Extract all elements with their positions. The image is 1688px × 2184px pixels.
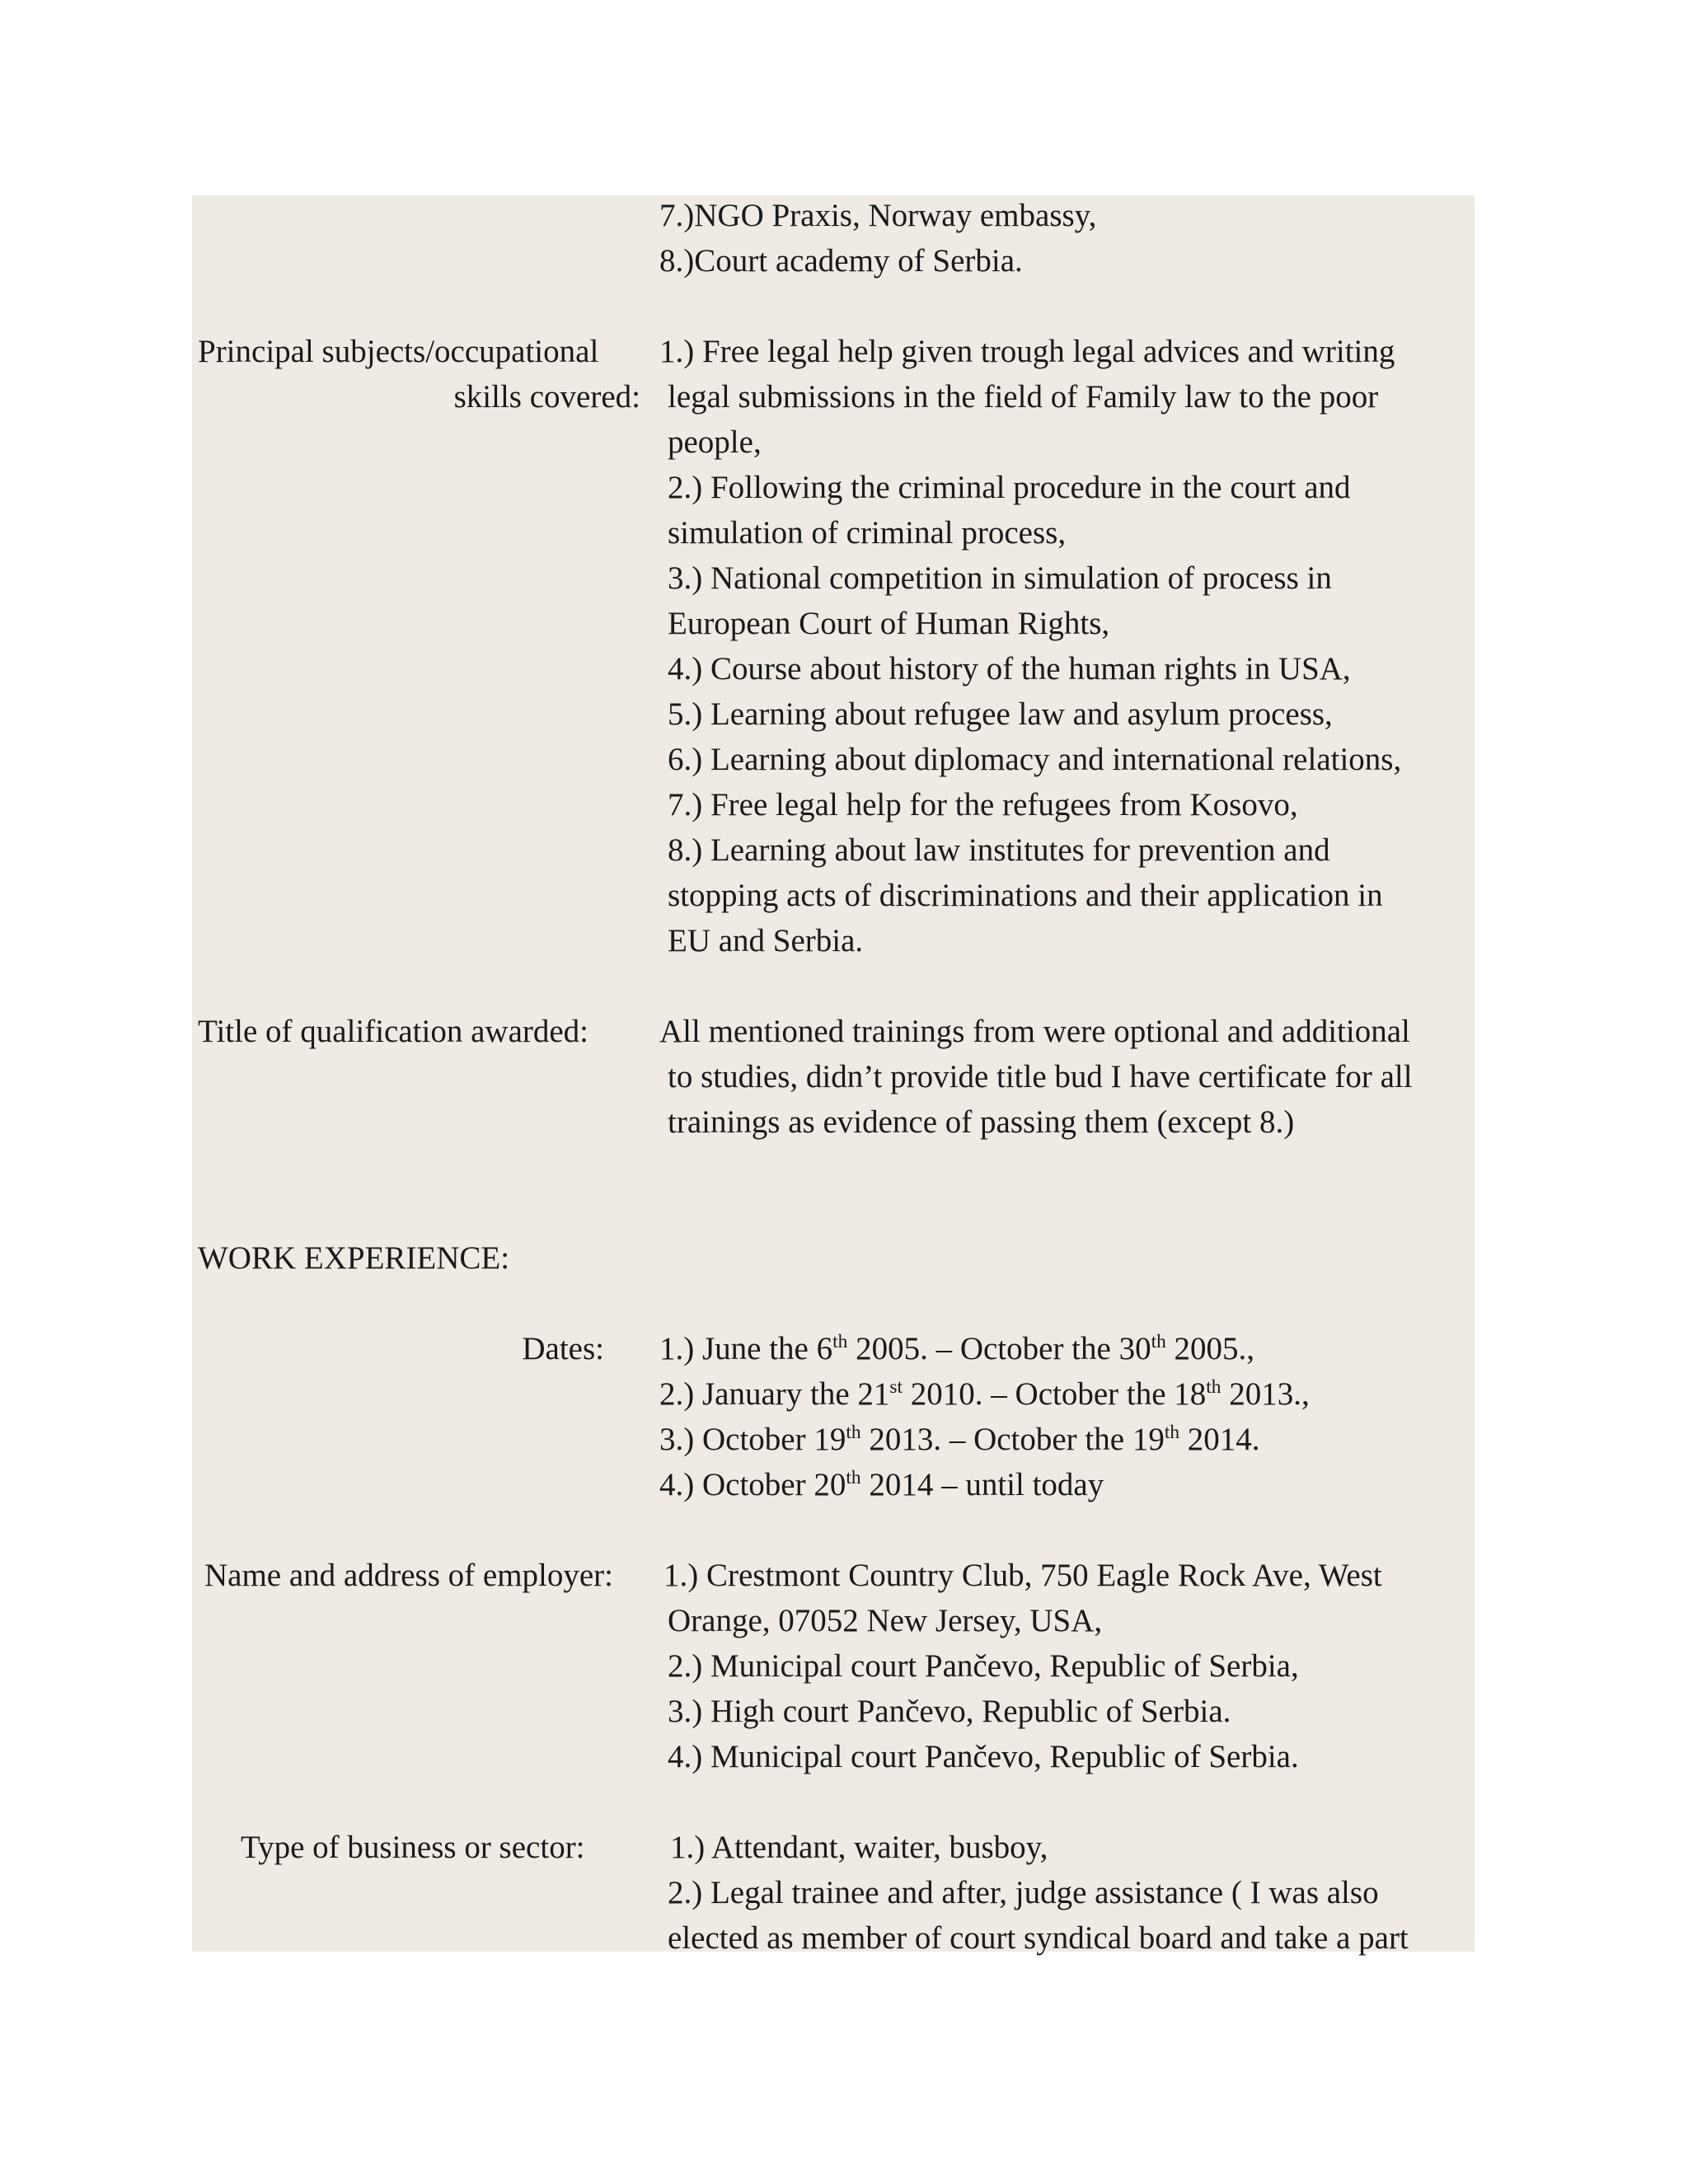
subject-line: European Court of Human Rights, xyxy=(668,606,1110,641)
qualification-line: All mentioned trainings from were optional and additional xyxy=(659,1014,1410,1049)
subject-line: 6.) Learning about diplomacy and international relations, xyxy=(668,742,1402,777)
subject-line: 3.) National competition in simulation of process in xyxy=(668,560,1332,596)
employer-line: 1.) Crestmont Country Club, 750 Eagle Rock Ave, West xyxy=(663,1558,1382,1593)
subject-line: legal submissions in the field of Family law to the poor xyxy=(668,379,1379,415)
qualification-line: to studies, didn’t provide title bud I have certificate for all xyxy=(668,1059,1413,1094)
employer-line: 2.) Municipal court Pančevo, Republic of Serbia, xyxy=(668,1648,1299,1684)
employer-line: Orange, 07052 New Jersey, USA, xyxy=(668,1603,1103,1638)
business-type-label: Type of business or sector: xyxy=(241,1830,585,1865)
business-line: 2.) Legal trainee and after, judge assistance ( I was also xyxy=(668,1875,1379,1910)
date-range: 4.) October 20th 2014 – until today xyxy=(659,1467,1104,1502)
dates-label: Dates: xyxy=(522,1331,604,1366)
subject-line: simulation of criminal process, xyxy=(668,515,1067,551)
subject-line: people, xyxy=(668,424,762,460)
principal-subjects-label-cont: skills covered: xyxy=(453,379,640,415)
organization-item: 7.)NGO Praxis, Norway embassy, xyxy=(659,198,1097,233)
qualification-label: Title of qualification awarded: xyxy=(198,1014,589,1049)
subject-line: 4.) Course about history of the human rights in USA, xyxy=(668,651,1351,687)
subject-line: stopping acts of discriminations and their application in xyxy=(668,878,1383,913)
subject-line: 5.) Learning about refugee law and asylum process, xyxy=(668,696,1333,732)
employer-line: 4.) Municipal court Pančevo, Republic of Serbia. xyxy=(668,1739,1299,1774)
date-range: 2.) January the 21st 2010. – October the 18th 2013., xyxy=(659,1376,1310,1412)
organization-item: 8.)Court academy of Serbia. xyxy=(659,243,1023,279)
business-line: elected as member of court syndical board and take a part xyxy=(668,1920,1409,1956)
date-range: 1.) June the 6th 2005. – October the 30th 2005., xyxy=(659,1331,1255,1366)
date-range: 3.) October 19th 2013. – October the 19th 2014. xyxy=(659,1422,1260,1457)
business-line: 1.) Attendant, waiter, busboy, xyxy=(670,1830,1048,1865)
subject-line: 7.) Free legal help for the refugees from Kosovo, xyxy=(668,787,1298,823)
work-experience-heading: WORK EXPERIENCE: xyxy=(198,1240,510,1276)
subject-line: 2.) Following the criminal procedure in the court and xyxy=(668,470,1351,505)
qualification-line: trainings as evidence of passing them (except 8.) xyxy=(668,1104,1295,1140)
subject-line: 1.) Free legal help given trough legal advices and writing xyxy=(659,334,1395,369)
employer-line: 3.) High court Pančevo, Republic of Serbia. xyxy=(668,1694,1231,1729)
subject-line: 8.) Learning about law institutes for prevention and xyxy=(668,832,1330,868)
principal-subjects-label: Principal subjects/occupational xyxy=(198,334,599,369)
employer-label: Name and address of employer: xyxy=(204,1558,613,1593)
subject-line: EU and Serbia. xyxy=(668,923,864,958)
